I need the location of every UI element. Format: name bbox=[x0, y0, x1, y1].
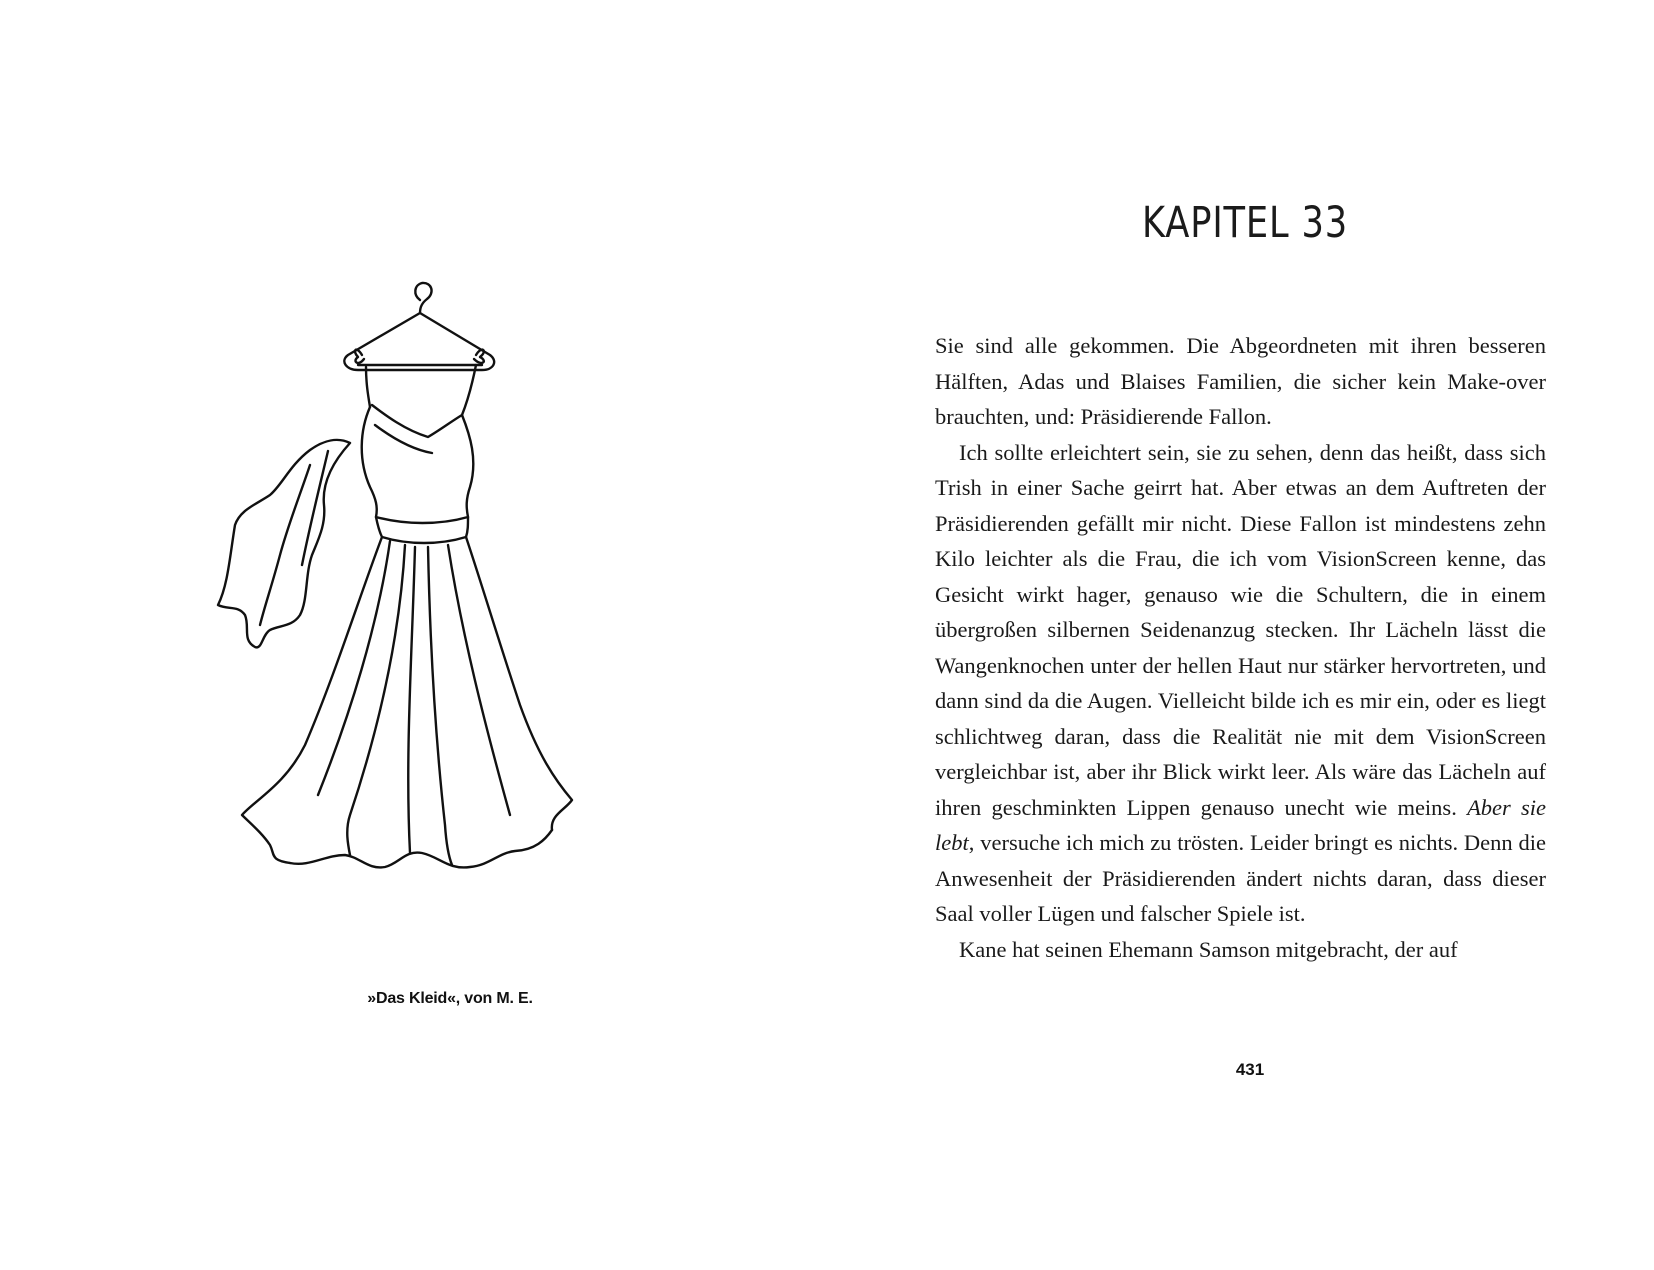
chapter-title: KAPITEL 33 bbox=[1141, 198, 1349, 248]
skirt-hem bbox=[290, 830, 552, 867]
dress-drawing bbox=[200, 255, 640, 925]
bodice bbox=[362, 407, 474, 523]
paragraph-2-italic: Aber sie lebt bbox=[935, 794, 1547, 855]
strap-left bbox=[366, 367, 370, 407]
hanger-body bbox=[344, 313, 494, 370]
hanger-hook bbox=[415, 283, 431, 313]
strap-right bbox=[462, 365, 476, 415]
paragraph-2-continuation: , versuche ich mich zu trösten. Leider bringt es nichts. Denn die Anwesenheit der Präsidierenden ändert nichts daran, dass dieser Saal voller Lügen und falscher Spiele ist. bbox=[935, 830, 1546, 926]
paragraph-2 bbox=[935, 435, 1546, 932]
hanger-bow-left bbox=[355, 350, 364, 363]
chapter-body bbox=[935, 328, 1546, 967]
dress-illustration bbox=[200, 255, 640, 925]
skirt-right bbox=[466, 537, 572, 830]
page-number: 431 bbox=[1235, 1060, 1265, 1079]
illustration-caption: »Das Kleid«, von M. E. bbox=[367, 990, 533, 1007]
skirt-left bbox=[242, 537, 382, 863]
paragraph-1: Sie sind alle gekommen. Die Abgeordneten mit ihren besseren Hälften, Adas und Blaises Familien, die sicher kein Make-over brauchten, und: Präsidierende Fallon. bbox=[935, 333, 1546, 429]
paragraph-3: Kane hat seinen Ehemann Samson mitgebracht, der auf bbox=[959, 936, 1458, 962]
paragraph-2-text: Ich sollte erleichtert sein, sie zu sehen, denn das heißt, dass sich Trish in einer Sache geirrt hat. Aber etwas an dem Auftreten der Präsidierenden gefällt mir nicht. Diese Fallon ist mindestens zehn Kilo leichter als die Frau, die ich vom VisionScreen kenne, das Gesicht wirkt hager, genauso wie die Schultern, die in einem übergroßen silbernen Seidenanzug stecken. Ihr Lächeln lässt die Wangenknochen unter der hellen Haut nur stärker hervortreten, und dann sind da die Augen. Vielleicht bilde ich es mir ein, oder es liegt schlichtweg daran, dass die Realität nie mit dem VisionScreen vergleichbar ist, aber ihr Blick wirkt leer. Als wäre das Lächeln auf ihren geschminkten Lippen genauso unecht wie meins. bbox=[935, 439, 1546, 820]
